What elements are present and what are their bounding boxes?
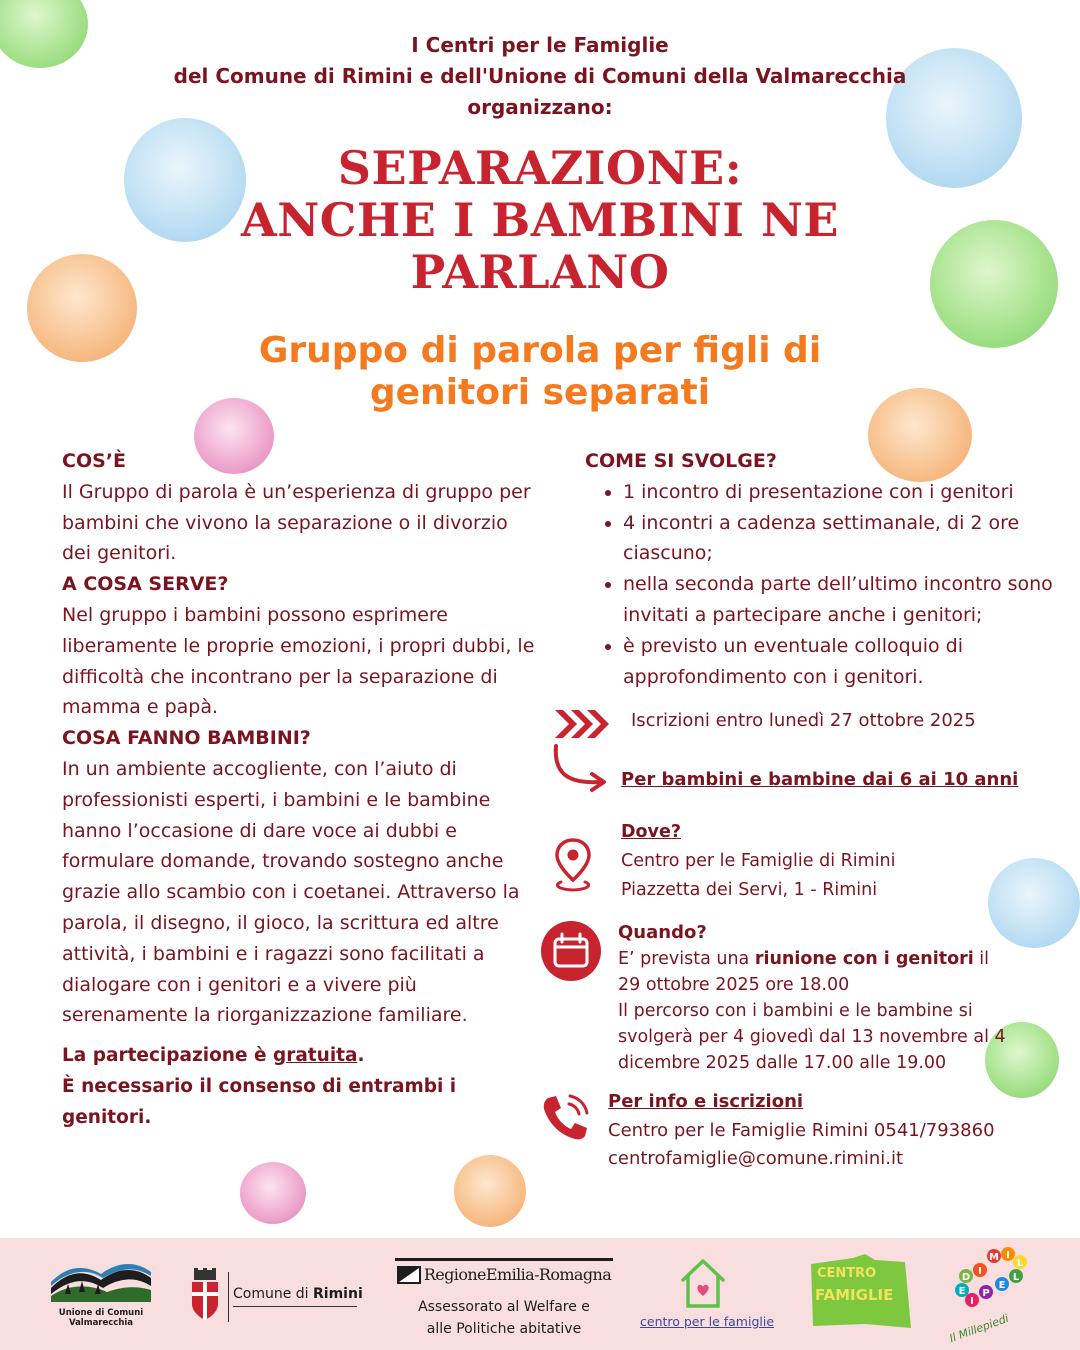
regione-sub: alle Politiche abitative [426, 1321, 582, 1337]
rimini-crest-icon [188, 1268, 222, 1324]
section-heading-cose: COS’È [62, 450, 126, 472]
list-item: • 1 incontro di presentazione con i genitori [623, 477, 1065, 508]
page-subtitle [0, 330, 1080, 414]
svg-text:E: E [998, 1280, 1006, 1291]
millepiedi-segment [1013, 1255, 1027, 1269]
valmarecchia-text: Unione di Comuni [58, 1308, 144, 1318]
subtitle-line: Gruppo di parola per figli di [258, 330, 822, 371]
subtitle-line: genitori separati [369, 372, 711, 413]
rimini-label [233, 1286, 363, 1302]
intro-line: I Centri per le Famiglie [411, 33, 669, 57]
svg-text:M: M [989, 1252, 999, 1263]
quando-meeting [618, 946, 1008, 998]
svolge-list [585, 477, 1065, 693]
info-email[interactable]: centrofamiglie@comune.rimini.it [608, 1148, 904, 1169]
valmarecchia-logo [48, 1260, 154, 1328]
regione-sub: Assessorato al Welfare e [418, 1299, 590, 1315]
participation-line-1 [62, 1041, 537, 1072]
millepiedi-segment [987, 1249, 1001, 1263]
title-line: SEPARAZIONE: [337, 141, 743, 195]
participation-pre: La partecipazione è [62, 1045, 273, 1067]
section-heading-svolge: COME SI SVOLGE? [585, 450, 777, 472]
curved-arrow-icon [548, 744, 610, 800]
svg-text:L: L [1016, 1258, 1024, 1269]
millepiedi-segment [1001, 1247, 1015, 1261]
intro-line: del Comune di Rimini e dell'Unione di Comuni della Valmarecchia [173, 64, 907, 88]
list-item: • è previsto un eventuale colloquio di approfondimento con i genitori. [623, 631, 1065, 693]
regione-flag-icon [397, 1266, 421, 1284]
info-phone[interactable]: Centro per le Famiglie Rimini 0541/793860 [608, 1119, 995, 1141]
list-item: • nella seconda parte dell’ultimo incontro sono invitati a partecipare anche i genitori; [623, 569, 1065, 631]
svg-text:I: I [970, 1296, 974, 1307]
phone-icon [538, 1092, 594, 1148]
rimini-bold: Rimini [313, 1286, 363, 1302]
millepiedi-label: Il Millepiedi [947, 1311, 1011, 1346]
calendar-icon [540, 920, 602, 986]
age-range: Per bambini e bambine dai 6 ai 10 anni [621, 769, 1019, 790]
quando-label: Quando? [618, 922, 707, 943]
section-text-serve: Nel gruppo i bambini possono esprimere liberamente le proprie emozioni, i propri dubbi, le difficoltà che incontrano per la separazione di mamma e papà. [62, 603, 535, 719]
decor-blob [240, 1162, 306, 1224]
svg-text:I: I [1006, 1250, 1010, 1261]
quando-pre: E’ prevista una [618, 949, 755, 969]
dove-label: Dove? [621, 822, 681, 842]
right-column [585, 446, 1065, 692]
participation-line-2: È necessario il consenso di entrambi i genitori. [62, 1075, 457, 1128]
cpf-badge-logo [805, 1254, 913, 1332]
dove-line: Piazzetta dei Servi, 1 - Rimini [621, 880, 878, 900]
section-heading-serve: A COSA SERVE? [62, 573, 229, 596]
millepiedi-segment [995, 1277, 1009, 1291]
quando-block [618, 920, 1008, 1076]
svg-text:E: E [958, 1286, 966, 1297]
participation-note [62, 1041, 537, 1133]
dove-line: Centro per le Famiglie di Rimini [621, 851, 896, 871]
millepiedi-logo [946, 1246, 1036, 1346]
decor-blob [454, 1155, 526, 1227]
info-label: Per info e iscrizioni [608, 1091, 804, 1112]
centro-famiglie-label: centro per le famiglie [640, 1314, 775, 1329]
list-item: • 4 incontri a cadenza settimanale, di 2 ore ciascuno; [623, 508, 1065, 570]
millepiedi-segment [955, 1283, 969, 1297]
info-block [608, 1088, 995, 1174]
millepiedi-segment [959, 1269, 973, 1283]
regione-name: RegioneEmilia-Romagna [423, 1265, 612, 1284]
valmarecchia-text: Valmarecchia [68, 1318, 134, 1328]
svg-text:P: P [982, 1288, 990, 1299]
regione-logo [395, 1258, 613, 1340]
quando-bold: riunione con i genitori [754, 949, 974, 969]
valmarecchia-hills-icon [49, 1260, 153, 1304]
svg-text:I: I [978, 1266, 982, 1277]
dove-block [621, 818, 896, 905]
house-heart-icon [678, 1256, 728, 1310]
chevrons-icon [553, 708, 611, 744]
page-title [0, 142, 1080, 298]
quando-post: il 29 ottobre 2025 ore 18.00 [618, 949, 990, 995]
footer-logos [0, 1238, 1080, 1350]
millepiedi-segment [973, 1263, 987, 1277]
millepiedi-segment [965, 1293, 979, 1307]
rimini-pre: Comune di [233, 1286, 314, 1302]
millepiedi-segment [1009, 1269, 1023, 1283]
millepiedi-icon [946, 1246, 1036, 1326]
title-line: ANCHE I BAMBINI NE [241, 193, 839, 247]
map-pin-icon [553, 836, 593, 898]
svg-text:D: D [961, 1272, 971, 1283]
svg-text:L: L [1012, 1272, 1020, 1283]
iscrizioni-deadline: Iscrizioni entro lunedì 27 ottobre 2025 [631, 710, 976, 731]
participation-free: gratuita [272, 1045, 358, 1067]
section-heading-fanno: COSA FANNO BAMBINI? [62, 727, 311, 750]
millepiedi-segment [979, 1285, 993, 1299]
centro-famiglie-logo [640, 1256, 775, 1329]
organizers-intro [0, 30, 1080, 123]
cpf-badge-text: CENTRO [817, 1266, 877, 1281]
participation-dot: . [357, 1045, 365, 1067]
regione-wordmark [395, 1265, 613, 1284]
quando-course: Il percorso con i bambini e le bambine si svolgerà per 4 giovedì dal 13 novembre al 4 dicembre 2025 dalle 17.00 alle 19.00 [618, 1001, 1006, 1073]
section-text-fanno: In un ambiente accogliente, con l’aiuto di professionisti esperti, i bambini e le bambine hanno l’occasione di dare voce ai dubbi e formulare domande, trovando sostegno anche grazie allo scambio con i coetanei. Attraverso la parola, il disegno, il gioco, la scrittura ed altre attività, i bambini e i ragazzi sono facilitati a dialogare con i genitori e a vivere più serenamente la riorganizzazione familiare. [62, 757, 520, 1027]
title-line: PARLANO [410, 245, 670, 299]
regione-bar [395, 1258, 613, 1261]
section-text-cose: Il Gruppo di parola è un’esperienza di gruppo per bambini che vivono la separazione o il divorzio dei genitori. [62, 480, 531, 565]
left-column [62, 446, 537, 1134]
comune-rimini-logo [188, 1268, 363, 1324]
intro-line: organizzano: [467, 95, 613, 119]
cpf-badge-text: FAMIGLIE [815, 1286, 894, 1304]
rimini-underline [233, 1306, 357, 1307]
rimini-divider [228, 1272, 229, 1322]
